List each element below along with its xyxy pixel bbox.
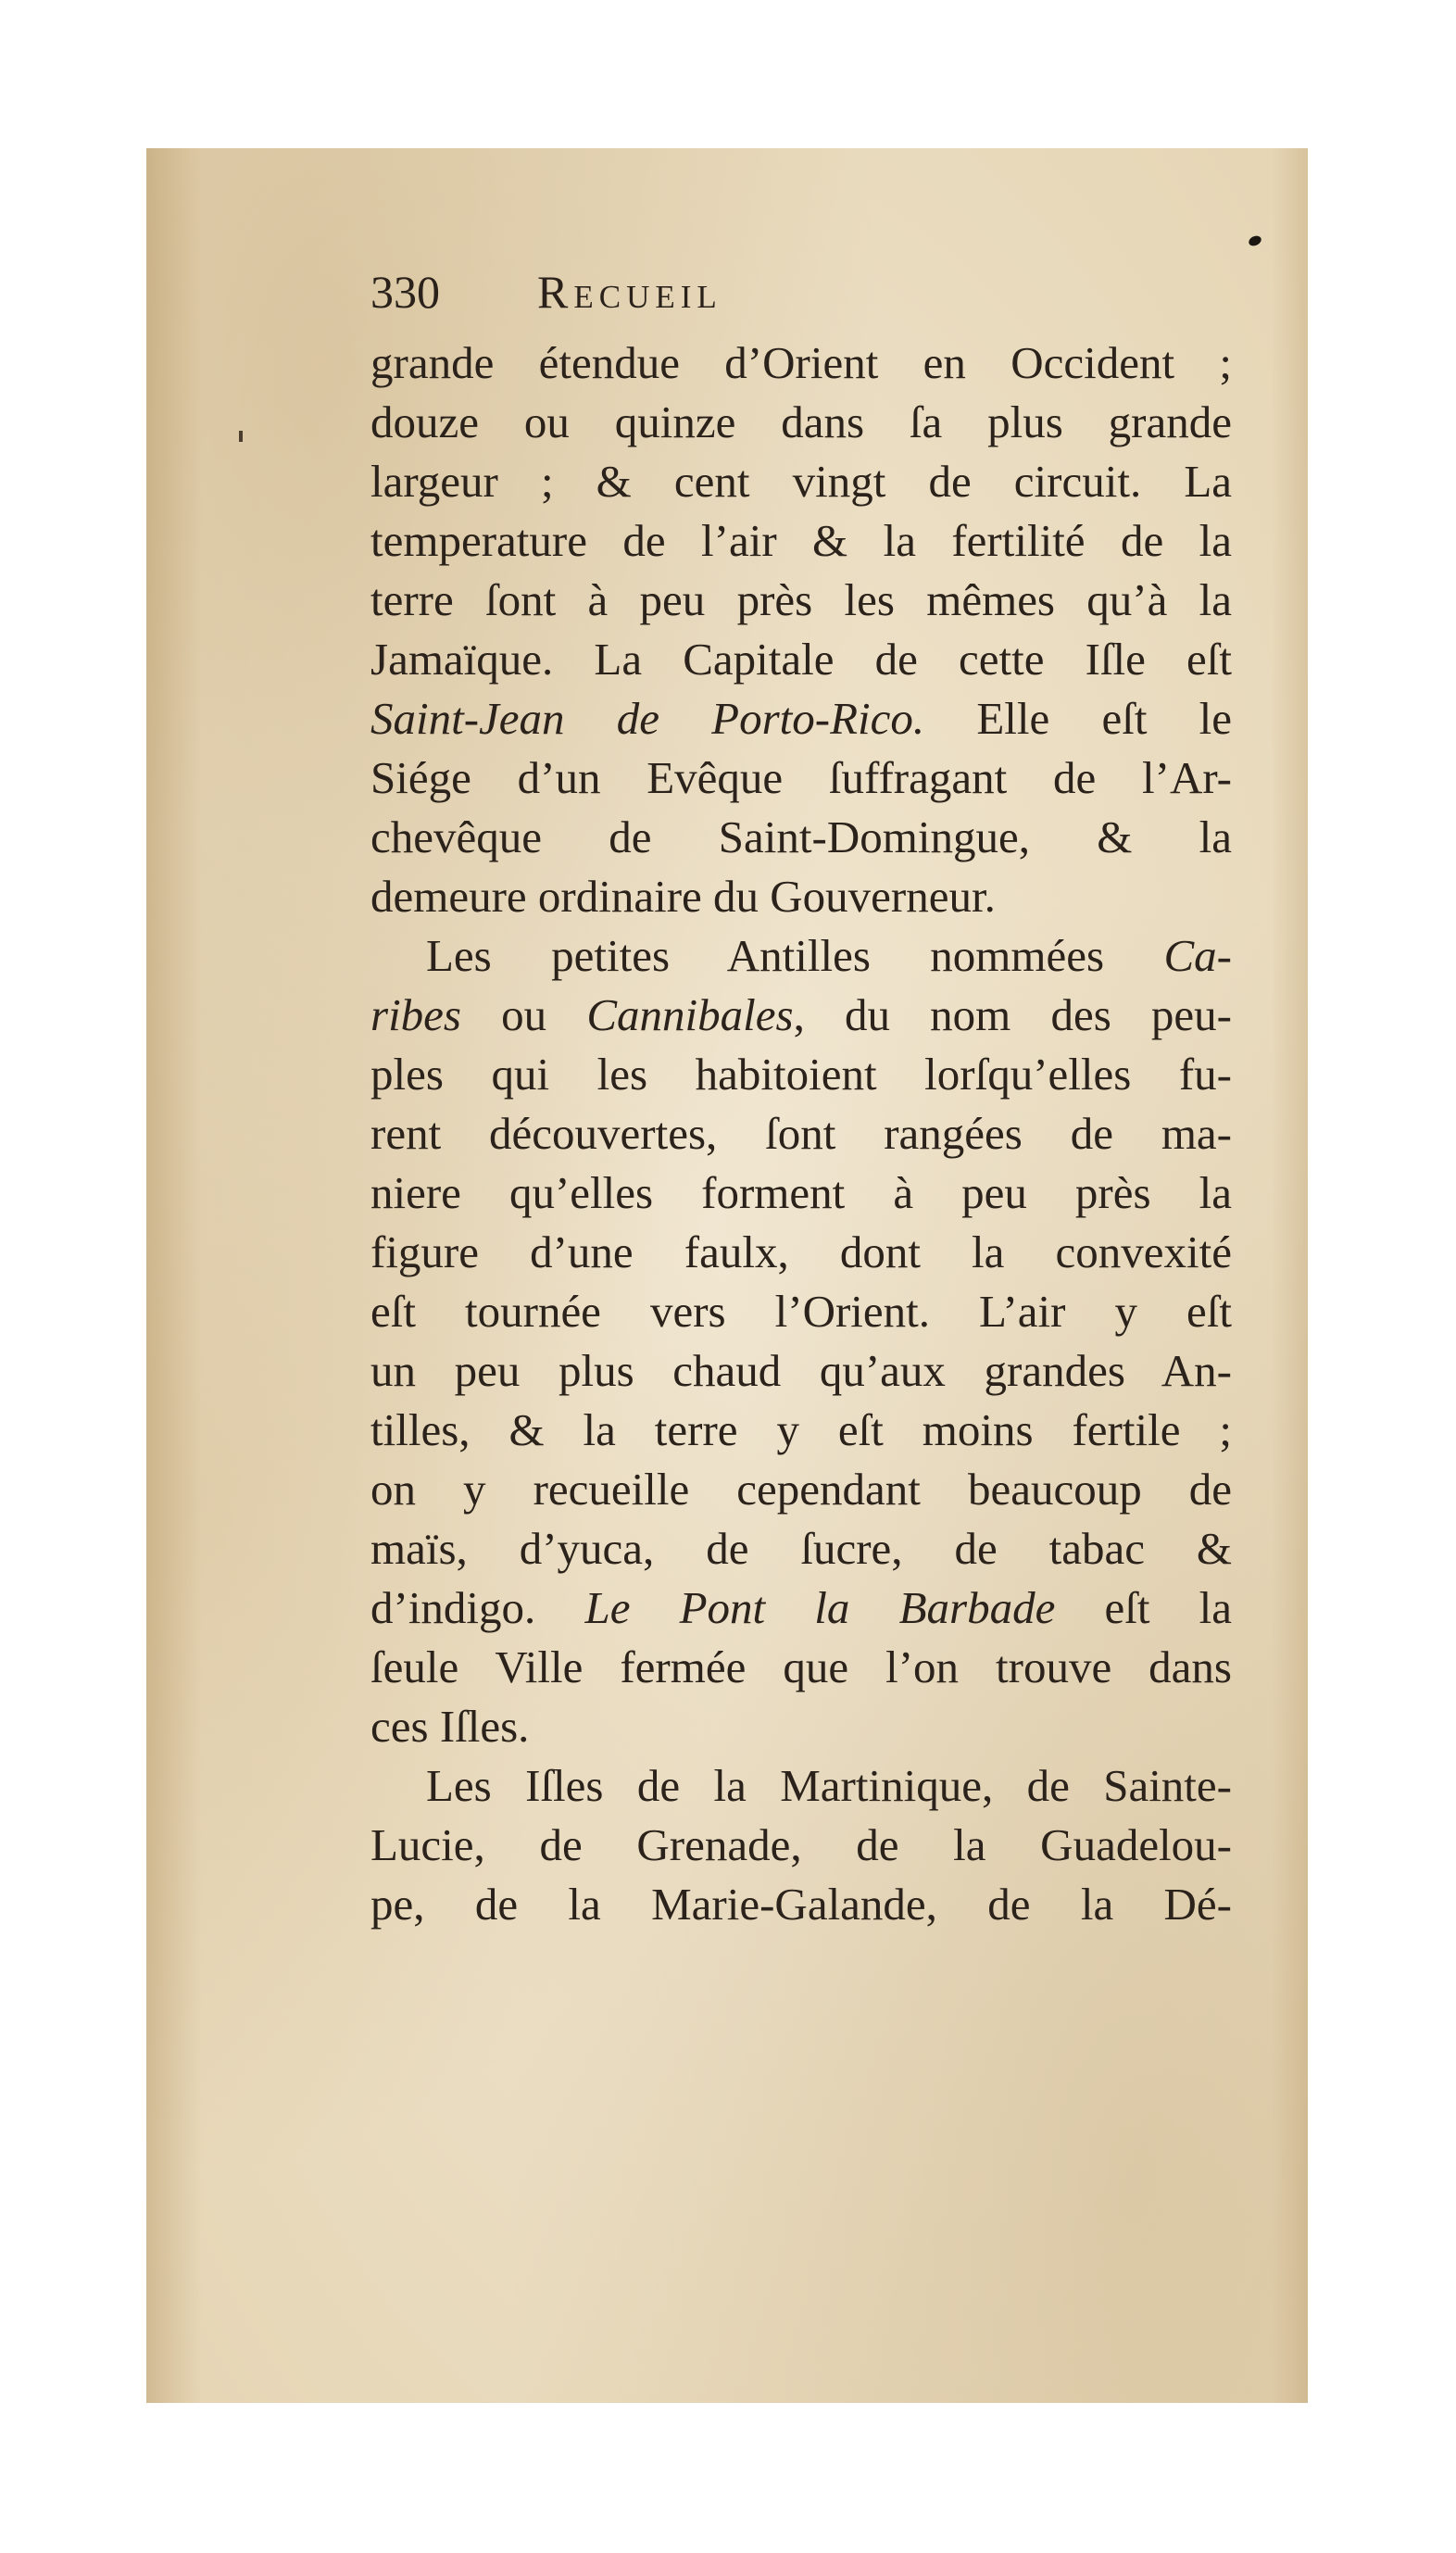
text-run: d’indigo. [370, 1582, 585, 1633]
text-line [370, 511, 1232, 571]
text-run: tilles, & la terre y eſt moins fertile ; [370, 1404, 1232, 1455]
page-number: 330 [370, 266, 440, 318]
italic-text: Saint-Jean de Porto-Rico. [370, 693, 925, 744]
text-run: niere qu’elles forment à peu près la [370, 1167, 1232, 1218]
page-shadow-right [1271, 148, 1308, 2403]
text-line [370, 1519, 1232, 1578]
page-shadow-left [146, 148, 202, 2403]
text-run: figure d’une faulx, dont la convexité [370, 1226, 1232, 1277]
text-run: pe, de la Marie-Galande, de la Dé- [370, 1879, 1232, 1930]
text-line [370, 986, 1232, 1045]
italic-text: Ca- [1163, 930, 1232, 981]
text-line [370, 1045, 1232, 1104]
text-run: Les Iſles de la Martinique, de Sainte- [426, 1760, 1232, 1811]
running-head [370, 255, 1204, 329]
text-run: on y recueille cependant beaucoup de [370, 1464, 1232, 1515]
text-run: eſt la [1055, 1582, 1232, 1633]
text-run: ces Iſles. [370, 1701, 530, 1752]
text-line [426, 1756, 1232, 1816]
text-run: largeur ; & cent vingt de circuit. La [370, 456, 1232, 507]
text-line [370, 571, 1232, 630]
text-run: temperature de l’air & la fertilité de la [370, 515, 1232, 566]
text-line [370, 630, 1232, 689]
italic-text: ribes [370, 989, 461, 1040]
text-run: demeure ordinaire du Gouverneur. [370, 871, 996, 922]
text-run: un peu plus chaud qu’aux grandes An- [370, 1345, 1232, 1396]
text-run: ou [461, 989, 587, 1040]
text-run: terre ſont à peu près les mêmes qu’à la [370, 574, 1232, 625]
text-line [370, 1578, 1232, 1638]
text-line [370, 452, 1232, 511]
text-line [370, 1223, 1232, 1282]
margin-mark [239, 431, 243, 442]
text-line [370, 1638, 1232, 1697]
ink-mark [1248, 234, 1263, 248]
text-run: Elle eſt le [924, 693, 1233, 744]
text-line [370, 808, 1232, 867]
text-line [370, 1401, 1232, 1460]
text-line [370, 1341, 1232, 1401]
text-run: Lucie, de Grenade, de la Guadelou- [370, 1819, 1232, 1870]
text-run: douze ou quinze dans ſa plus grande [370, 396, 1232, 447]
text-line [370, 1460, 1232, 1519]
text-run: Les petites Antilles nommées [426, 930, 1164, 981]
text-line [370, 1697, 1232, 1756]
italic-text: Le Pont la Barbade [584, 1582, 1056, 1633]
text-line [370, 1875, 1232, 1934]
text-line [370, 689, 1232, 748]
text-run: chevêque de Saint-Domingue, & la [370, 811, 1232, 862]
text-line [370, 867, 1232, 926]
text-line [370, 393, 1232, 452]
running-title: Recueil [537, 266, 722, 318]
text-run: maïs, d’yuca, de ſucre, de tabac & [370, 1523, 1232, 1574]
scanned-page [146, 148, 1308, 2403]
text-run: grande étendue d’Orient en Occident ; [370, 337, 1232, 388]
text-line [426, 926, 1232, 986]
text-run: Siége d’un Evêque ſuffragant de l’Ar- [370, 752, 1232, 803]
italic-text: Cannibales [586, 989, 794, 1040]
text-line [370, 1282, 1232, 1341]
text-line [370, 748, 1232, 808]
text-run: ples qui les habitoient lorſqu’elles fu- [370, 1049, 1232, 1100]
text-line [370, 1163, 1232, 1223]
text-run: , du nom des peu- [793, 989, 1233, 1040]
text-line [370, 1104, 1232, 1163]
text-run: Jamaïque. La Capitale de cette Iſle eſt [370, 634, 1232, 685]
text-run: ſeule Ville fermée que l’on trouve dans [370, 1641, 1232, 1692]
text-run: eſt tournée vers l’Orient. L’air y eſt [370, 1286, 1232, 1337]
text-line [370, 333, 1232, 393]
text-line [370, 1816, 1232, 1875]
text-run: rent découvertes, ſont rangées de ma- [370, 1108, 1232, 1159]
